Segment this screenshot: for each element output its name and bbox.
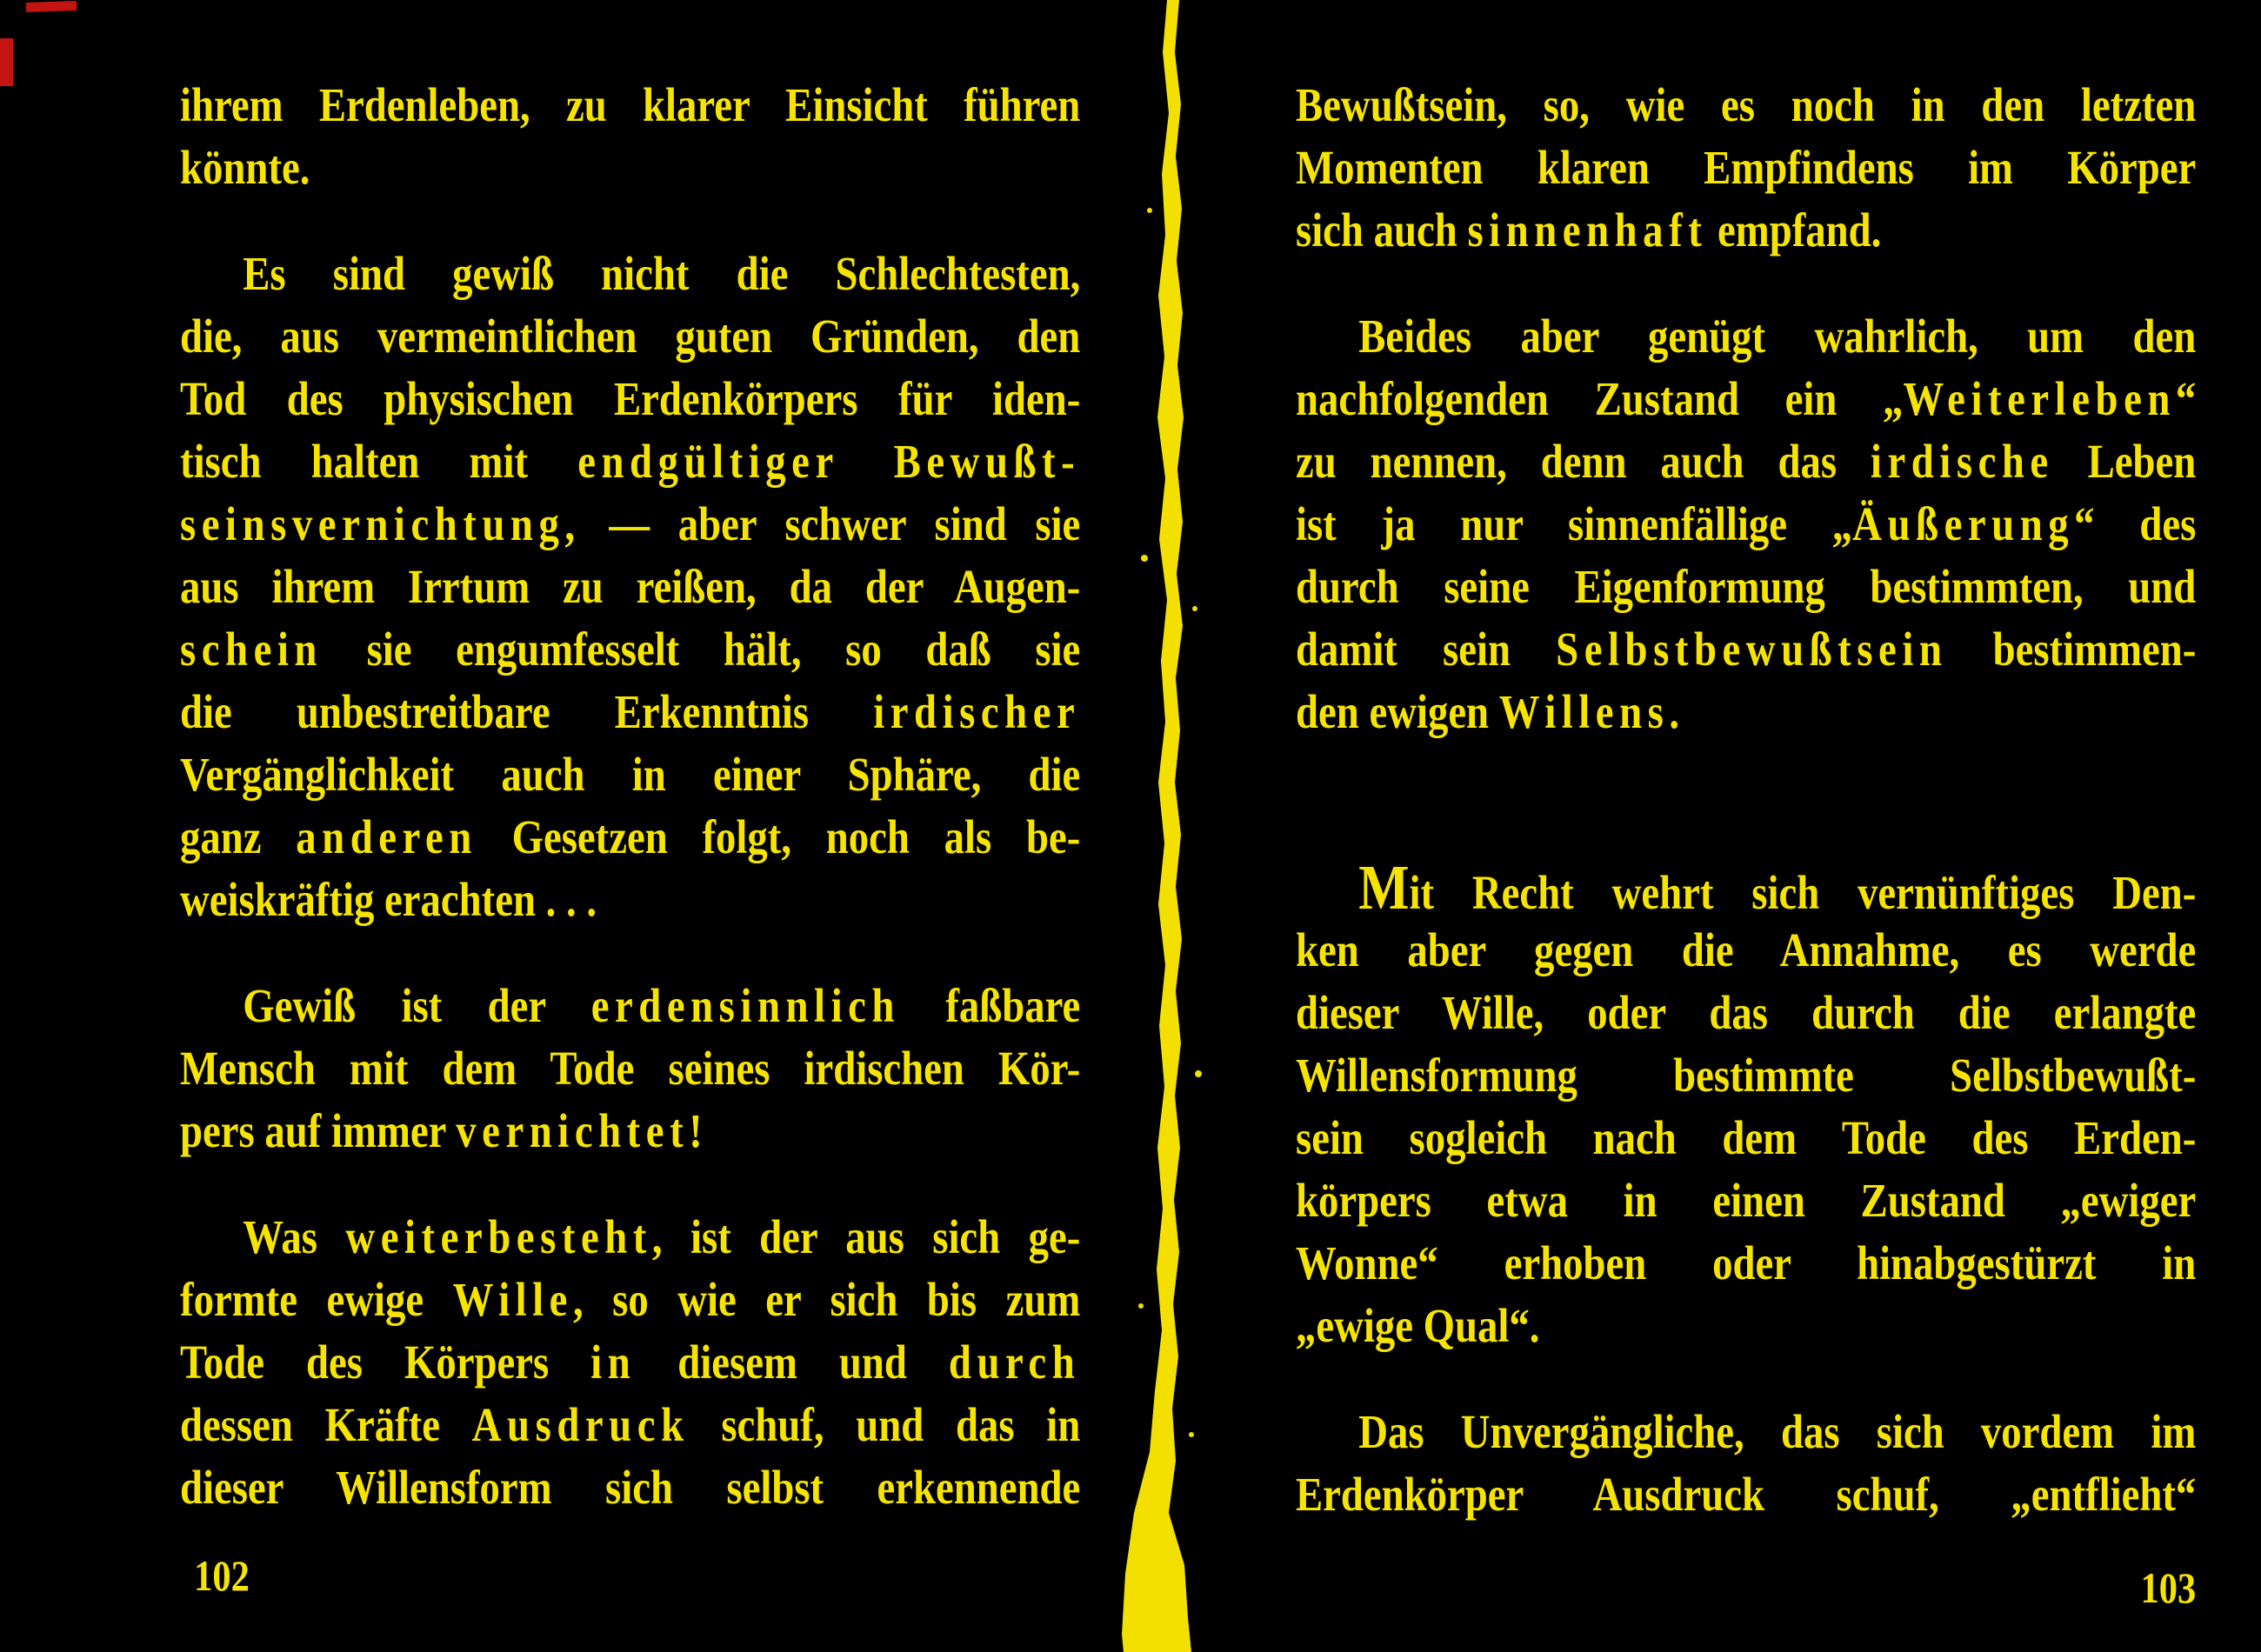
- text-segment: Leben: [2053, 435, 2197, 488]
- text-segment: damit sein: [1296, 623, 1557, 676]
- text-segment: in: [590, 1336, 637, 1389]
- text-segment: „ewige Qual“.: [1296, 1299, 1540, 1352]
- text-segment: körpers etwa in einen Zustand „ewiger: [1296, 1174, 2197, 1227]
- text-segment: endgültiger Bewußt-: [577, 435, 1081, 488]
- text-line: [180, 869, 1080, 931]
- text-segment: tisch halten mit: [180, 435, 578, 488]
- text-line: [180, 556, 1080, 618]
- text-segment: vernichtet!: [456, 1104, 709, 1157]
- text-segment: “ des: [2074, 497, 2197, 550]
- text-line: [1296, 1169, 2196, 1232]
- text-line: [180, 1206, 1080, 1269]
- text-line: [1296, 1107, 2196, 1169]
- text-segment: könnte.: [180, 141, 310, 194]
- text-segment: , so wie er sich bis zum: [572, 1273, 1081, 1326]
- text-segment: seinsvernichtung,: [180, 497, 581, 550]
- text-segment: Tod des physischen Erdenkörpers für iden-: [180, 372, 1081, 425]
- text-segment: weiterbesteht: [345, 1210, 652, 1263]
- text-line: [1296, 1295, 2196, 1357]
- text-segment: Äußerung: [1852, 497, 2075, 550]
- text-line: [1296, 368, 2196, 430]
- paragraph: [180, 975, 1080, 1162]
- text-segment: , ist der aus sich ge-: [651, 1210, 1081, 1263]
- red-scan-mark-left: [0, 38, 13, 86]
- text-segment: Tode des Körpers: [180, 1336, 591, 1389]
- text-segment: pers auf immer: [180, 1104, 457, 1157]
- text-line: [1296, 493, 2196, 556]
- left-page: [180, 74, 1080, 1652]
- text-segment: Weiterleben: [1903, 372, 2176, 425]
- text-segment: M: [1358, 852, 1410, 923]
- text-line: [180, 1394, 1080, 1456]
- right-page-number: 103: [2140, 1563, 2197, 1612]
- text-line: [180, 618, 1080, 681]
- right-page: [1296, 74, 2196, 1652]
- text-segment: — aber schwer sind sie: [580, 497, 1081, 550]
- text-line: [180, 430, 1080, 493]
- paragraph: [1296, 74, 2196, 262]
- text-line: [180, 1269, 1080, 1331]
- text-segment: sich auch: [1296, 203, 1468, 256]
- text-segment: weiskräftig erachten . . .: [180, 873, 597, 926]
- paragraph: [180, 1206, 1080, 1519]
- text-segment: irdischer: [873, 685, 1081, 738]
- text-segment: Das Unvergängliche, das sich vordem im: [1358, 1405, 2197, 1458]
- paragraph: [1296, 852, 2197, 1357]
- text-line: [1296, 1463, 2196, 1526]
- red-scan-mark-top: [26, 1, 77, 12]
- right-page-text: [1296, 74, 2196, 1526]
- text-segment: nachfolgenden Zustand ein „: [1296, 372, 1904, 425]
- text-line: [180, 493, 1080, 556]
- text-segment: Beides aber genügt wahrlich, um den: [1358, 310, 2197, 363]
- text-segment: faßbare: [899, 979, 1081, 1032]
- text-segment: Erdenkörper Ausdruck schuf, „entflieht“: [1296, 1468, 2197, 1521]
- text-line: [180, 975, 1080, 1037]
- text-segment: erdensinnlich: [590, 979, 900, 1032]
- text-segment: Gesetzen folgt, noch als be-: [477, 810, 1081, 863]
- text-line: [1296, 982, 2196, 1044]
- text-segment: Selbstbewußtsein: [1556, 623, 1948, 676]
- text-segment: durch: [948, 1336, 1081, 1389]
- text-segment: Mensch mit dem Tode seines irdischen Kör-: [180, 1042, 1081, 1095]
- paragraph: [1296, 1401, 2196, 1526]
- text-segment: dieser Wille, oder das durch die erlangte: [1296, 986, 2197, 1039]
- text-line: [180, 1331, 1080, 1394]
- text-line: [180, 74, 1080, 137]
- text-line: [1296, 74, 2196, 137]
- text-segment: sie engumfesselt hält, so daß sie: [322, 623, 1081, 676]
- text-segment: Ausdruck: [471, 1398, 690, 1451]
- text-segment: Gewiß ist der: [243, 979, 591, 1032]
- text-line: [180, 137, 1080, 199]
- text-line: [1296, 1401, 2196, 1463]
- text-line: [1296, 430, 2196, 493]
- text-line: [1296, 681, 2196, 743]
- text-segment: Was: [243, 1210, 346, 1263]
- text-line: [1296, 305, 2196, 368]
- text-line: [1296, 1232, 2196, 1295]
- text-segment: empfand.: [1707, 203, 1882, 256]
- paragraph: [180, 74, 1080, 199]
- text-line: [1296, 852, 2197, 923]
- paragraph: [180, 243, 1080, 931]
- text-line: [1296, 1044, 2196, 1107]
- text-segment: formte ewige: [180, 1273, 453, 1326]
- text-segment: ganz: [180, 810, 297, 863]
- text-segment: ist ja nur sinnenfällige „: [1296, 497, 1853, 550]
- text-line: [180, 743, 1080, 806]
- left-page-text: [180, 74, 1080, 1519]
- text-segment: diesem und: [636, 1336, 949, 1389]
- text-segment: schein: [180, 623, 323, 676]
- text-line: [180, 243, 1080, 305]
- text-segment: it Recht wehrt sich vernünftiges Den-: [1409, 866, 2197, 919]
- text-segment: zu nennen, denn auch das: [1296, 435, 1871, 488]
- text-segment: Es sind gewiß nicht die Schlechtesten,: [243, 247, 1081, 300]
- text-segment: Willens.: [1498, 685, 1685, 738]
- text-segment: Wille: [452, 1273, 573, 1326]
- text-line: [1296, 919, 2196, 982]
- text-segment: bestimmen-: [1947, 623, 2197, 676]
- paragraph: [1296, 305, 2196, 743]
- text-segment: Bewußtsein, so, wie es noch in den letzten: [1296, 78, 2197, 131]
- text-line: [1296, 137, 2196, 199]
- text-segment: durch seine Eigenformung bestimmten, und: [1296, 560, 2197, 613]
- text-segment: anderen: [296, 810, 477, 863]
- text-segment: den ewigen: [1296, 685, 1499, 738]
- text-segment: die, aus vermeintlichen guten Gründen, den: [180, 310, 1081, 363]
- text-line: [180, 1456, 1080, 1519]
- text-line: [180, 806, 1080, 869]
- text-line: [180, 681, 1080, 743]
- gutter-highlight: [1115, 0, 1237, 1652]
- text-line: [1296, 556, 2196, 618]
- text-segment: dessen Kräfte: [180, 1398, 472, 1451]
- text-segment: ken aber gegen die Annahme, es werde: [1296, 923, 2197, 976]
- text-line: [1296, 618, 2196, 681]
- text-segment: Wonne“ erhoben oder hinabgestürzt in: [1296, 1236, 2197, 1289]
- text-segment: ihrem Erdenleben, zu klarer Einsicht führen: [180, 78, 1081, 131]
- left-page-number: 102: [194, 1551, 250, 1600]
- text-segment: Willensformung bestimmte Selbstbewußt-: [1296, 1049, 2197, 1102]
- text-segment: aus ihrem Irrtum zu reißen, da der Augen-: [180, 560, 1081, 613]
- text-segment: schuf, und das in: [689, 1398, 1081, 1451]
- text-segment: die unbestreitbare Erkenntnis: [180, 685, 874, 738]
- text-segment: sinnenhaft: [1467, 203, 1708, 256]
- text-line: [180, 1037, 1080, 1100]
- text-segment: dieser Willensform sich selbst erkennende: [180, 1461, 1081, 1514]
- text-line: [1296, 199, 2196, 262]
- text-segment: “: [2175, 372, 2197, 425]
- text-line: [180, 1100, 1080, 1162]
- text-segment: Vergänglichkeit auch in einer Sphäre, die: [180, 748, 1081, 801]
- text-line: [180, 368, 1080, 430]
- text-segment: sein sogleich nach dem Tode des Erden-: [1296, 1111, 2197, 1164]
- text-segment: irdische: [1870, 435, 2054, 488]
- text-segment: Momenten klaren Empfindens im Körper: [1296, 141, 2197, 194]
- text-line: [180, 305, 1080, 368]
